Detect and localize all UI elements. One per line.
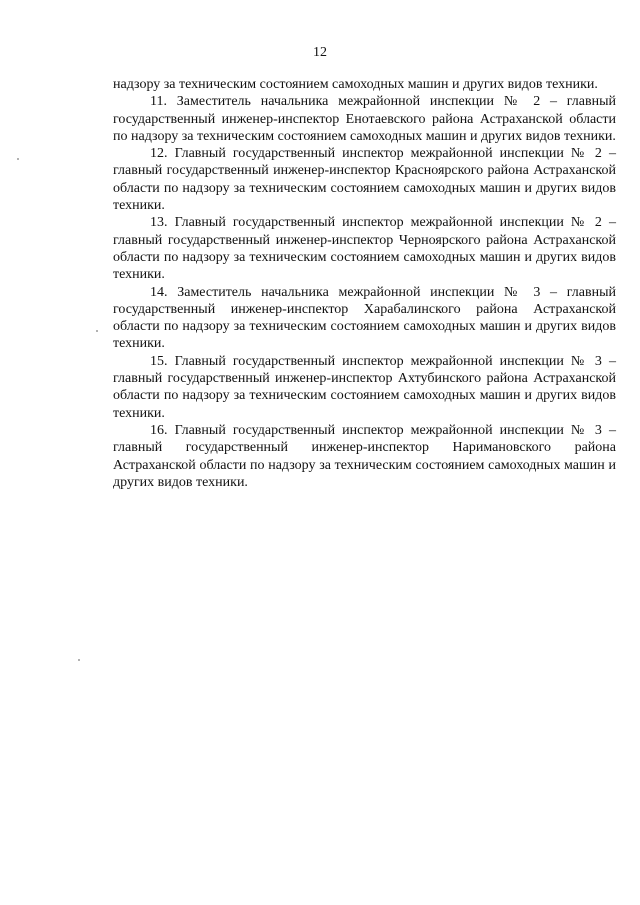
paragraph-item-11: 11. Заместитель начальника межрайонной инспекции № 2 – главный государственный инженер-инспектор Енотаевского района Астраханской области по надзору за техническим состоянием самоходных машин и других видов техники.: [113, 94, 616, 144]
scan-speck: [78, 659, 80, 661]
paragraph-item-15: 15. Главный государственный инспектор межрайонной инспекции № 3 – главный государственный инженер-инспектор Ахтубинского района Астраханской области по надзору за техническим состоянием самоходных машин и других видов техники.: [113, 353, 616, 421]
scan-speck: [96, 330, 98, 332]
document-body: [113, 76, 616, 491]
page-number: 12: [313, 45, 327, 60]
paragraph-item-14: 14. Заместитель начальника межрайонной инспекции № 3 – главный государственный инженер-инспектор Харабалинского района Астраханской области по надзору за техническим состоянием самоходных машин и других видов техники.: [113, 284, 616, 352]
paragraph-item-16: 16. Главный государственный инспектор межрайонной инспекции № 3 – главный государственный инженер-инспектор Наримановского района Астраханской области по надзору за техническим состоянием самоходных машин и других видов техники.: [113, 422, 616, 490]
paragraph-item-13: 13. Главный государственный инспектор межрайонной инспекции № 2 – главный государственный инженер-инспектор Черноярского района Астраханской области по надзору за техническим состоянием самоходных машин и других видов техники.: [113, 215, 616, 283]
scan-speck: [17, 158, 19, 160]
paragraph-continuation: надзору за техническим состоянием самоходных машин и других видов техники.: [113, 77, 598, 92]
paragraph-item-12: 12. Главный государственный инспектор межрайонной инспекции № 2 – главный государственный инженер-инспектор Красноярского района Астраханской области по надзору за техническим состоянием самоходных машин и других видов техники.: [113, 146, 616, 214]
